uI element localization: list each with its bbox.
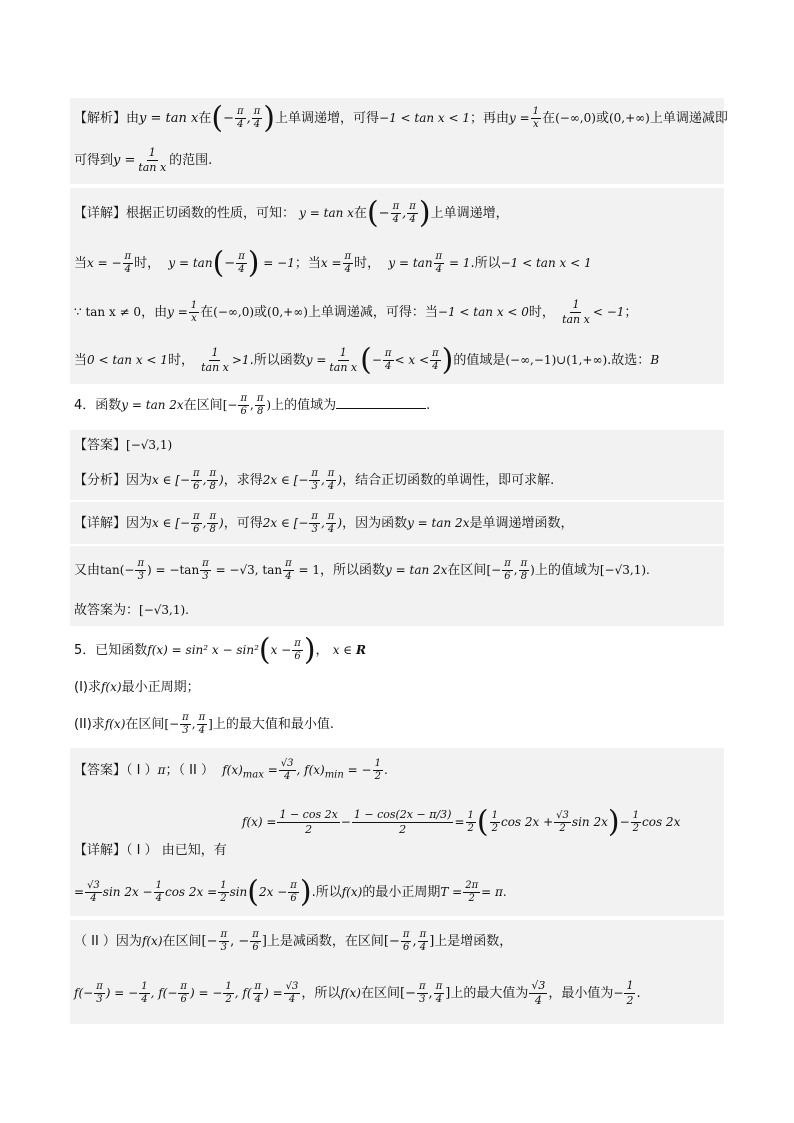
q4-answer: 【答案】[−√3,1) xyxy=(70,430,724,460)
q4-analysis: 【分析】因为x ∈ [− $\frac{\pi}{6}$ , $\frac{\pi}{8}$ )，求得2x ∈ [− $\frac{\pi}{3}$ , $\frac{\pi}{4}$ )，结合正切函数的单调性，即可求解. xyxy=(70,460,724,500)
q3-detail-line4: 当0 < tan x < 1时， $\frac{1}{\text{tan x}}$ >1.所以函数y = $\frac{1}{\text{tan x}}$ (− $\frac{\pi}{4}$ < x < $\frac{\pi}{4}$ )的值域是(−∞,−1)∪(1,+∞).故选：B xyxy=(70,336,724,384)
q5-answer: 【答案】（ I ）π；（ II ） $f(x)_{max}$ = $\frac{√3}{4}$ , $f(x)_{min}$ = − $\frac{1}{2}$ . xyxy=(70,748,724,792)
q5-detail-line4: f(− $\frac{\pi}{3}$ ) = − $\frac{1}{4}$ , f(− $\frac{\pi}{6}$ ) = − $\frac{1}{2}$ , f( $\frac{\pi}{4}$ ) = $\frac{√3}{4}$ ，所以f(x)在区间[− $\frac{\pi}{3}$ , $\frac{\pi}{4}$ ]上的最大值为 $\frac{√3}{4}$ ，最小值为− $\frac{1}{2}$ . xyxy=(70,962,724,1024)
q3-analysis-line1: 【解析】由y = tan x在(− $\frac{\pi}{4}$ , $\frac{\pi}{4}$ )上单调递增，可得−1 < tan x < 1；再由y = $\frac{1}{x}$ 在(−∞,0)或(0,+∞)上单调递减即 xyxy=(70,98,724,138)
q3-detail-line2: 当x = − $\frac{\pi}{4}$ 时， y = tan(− $\frac{\pi}{4}$ ) = −1；当x = $\frac{\pi}{4}$ 时， y = tan $\frac{\pi}{4}$ = 1.所以−1 < tan x < 1 xyxy=(70,238,724,288)
q3-detail-line3: ∵ tan x ≠ 0，由y = $\frac{1}{x}$ 在(−∞,0)或(0,+∞)上单调递减，可得：当−1 < tan x < 0时， $\frac{1}{\text{tan x}}$ < −1； xyxy=(70,288,724,336)
q3-detail-line1: 【详解】根据正切函数的性质，可知： y = tan x在(− $\frac{\pi}{4}$ , $\frac{\pi}{4}$ )上单调递增， xyxy=(70,188,724,238)
q5-stem: 5．已知函数f(x) = sin² x − sin²(x − $\frac{\pi}{6}$ )， x ∈ R xyxy=(74,632,366,668)
frac-pi-4: $\frac{\pi}{4}$ xyxy=(236,106,244,130)
q5-detail-line1: f(x) = $\frac{1 - \cos 2x}{2}$ − $\frac{1 - \cos(2x - \pi/3)}{2}$ = $\frac{1}{2}$ ( $\frac{1}{2}$ cos 2x + $\frac{√3}{2}$ sin 2x)− $\frac{1}{2}$ cos 2x 【详解】（ I ） 由已知，有 xyxy=(70,792,724,868)
q4-final: 故答案为：[−√3,1). xyxy=(70,594,724,626)
q5-detail-line2: = $\frac{√3}{4}$ sin 2x − $\frac{1}{4}$ cos 2x = $\frac{1}{2}$ sin(2x − $\frac{\pi}{6}$ ).所以f(x)的最小正周期T = $\frac{2\pi}{2}$ = π. xyxy=(70,868,724,916)
q5-part2: (II)求f(x)在区间[− $\frac{\pi}{3}$ , $\frac{\pi}{4}$ ]上的最大值和最小值. xyxy=(74,712,334,736)
q4-detail-line2: 又由tan(− $\frac{\pi}{3}$ ) = −tan $\frac{\pi}{3}$ = −√3, tan $\frac{\pi}{4}$ = 1，所以函数y = tan 2x在区间[− $\frac{\pi}{6}$ , $\frac{\pi}{8}$ )上的值域为[−√3,1). xyxy=(70,546,724,594)
answer-blank xyxy=(336,396,426,409)
q4-detail-line1: 【详解】因为x ∈ [− $\frac{\pi}{6}$ , $\frac{\pi}{8}$ )，可得2x ∈ [− $\frac{\pi}{3}$ , $\frac{\pi}{4}$ )，因为函数y = tan 2x是单调递增函数， xyxy=(70,502,724,544)
q4-stem: 4．函数y = tan 2x在区间[− $\frac{\pi}{6}$ , $\frac{\pi}{8}$ )上的值域为 . xyxy=(74,393,431,417)
q5-part1: (I)求f(x)最小正周期； xyxy=(74,680,200,695)
q3-analysis-line2: 可得到y = $\frac{1}{\text{tan x}}$ 的范围. xyxy=(70,138,724,184)
q5-detail-line3: （ II ）因为f(x)在区间[− $\frac{\pi}{3}$ , − $\frac{\pi}{6}$ ]上是减函数，在区间[− $\frac{\pi}{6}$ , $\frac{\pi}{4}$ ]上是增函数， xyxy=(70,920,724,962)
